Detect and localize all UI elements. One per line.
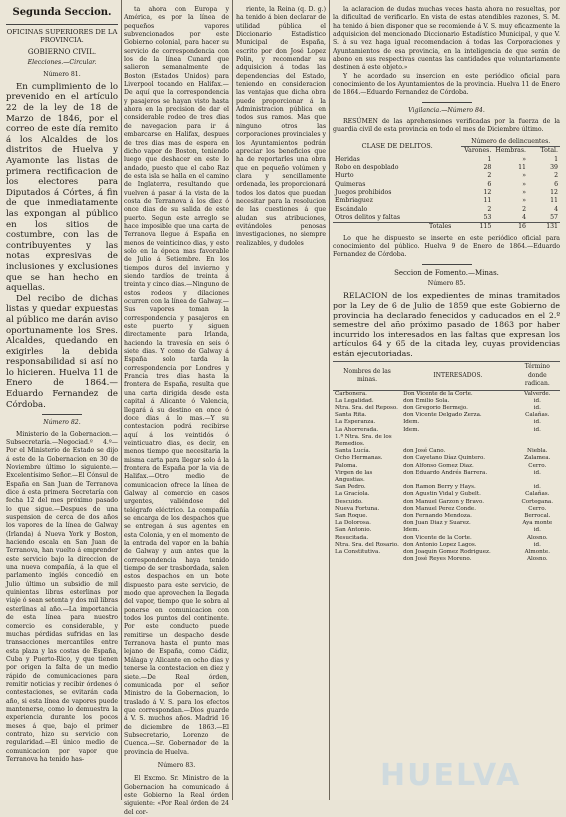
table-row xyxy=(333,391,560,398)
header-number: Número de delincuentes. xyxy=(461,138,560,147)
column-separator xyxy=(121,0,122,800)
table-row xyxy=(333,427,560,434)
table-header xyxy=(333,138,560,147)
paragraph: Ministerio de la Gobernacion.—Subsecretaría.—Negociad.º 4.º—Por el Ministerio de Estado se dijo á este de la Gobernacion en 30 de Noviembre último lo siguiente.—Excelentísimo Señor.—El Cónsul de España en San Juan de Terranova dice á esta primera Secretaría con fecha 12 del mes próximo pasado lo que sigue.—Despues de una suspension de cerca de dos años los vapores de la línea de Galway (Irlanda) á Nueva York y Boston, haciendo escala en San Juan de Terranova, han vuelto á emprender este servicio bajo la direccion de una nueva compañía, á la que el parlamento inglés concedió en Julio último un subsidio de mil quinientas libras esterlinas por viaje ó sean setenta y dos mil libras esterlinas al año.—La importancia de esta línea para nuestro comercio es considerable, y muchas pérdidas sufridas en las transacciones mercantiles entre esta plaza y las costas de España, Cuba y Puerto-Rico, y que tienen por origen la falta de un medio rápido de comunicaciones para remitir noticias y recibir órdenes ó contestaciones, se evitarán cada año, si esta línea de vapores puede mantenerse, como lo demuestra la experiencia durante los pocos meses á que, bajo el primer contrato, hizo su servicio con regularidad.—El único medio de comunicacion por vapor que Terranova ha tenido has- xyxy=(6,430,118,763)
table-cell-mina: San Antonio. xyxy=(335,527,372,534)
table-cell-int: don Juan Diaz y Suarez. xyxy=(403,520,471,527)
table-cell-term: Valverde. xyxy=(524,390,551,397)
table-cell-mina: La Constitutiva. xyxy=(335,548,381,555)
column-2 xyxy=(124,6,229,817)
table-cell-term: id. xyxy=(533,419,541,426)
table-cell-term xyxy=(515,434,560,448)
number-82: Número 82. xyxy=(43,419,81,427)
table-cell-int: Idem. xyxy=(403,426,420,433)
table-row xyxy=(333,556,560,563)
column-separator xyxy=(232,0,233,800)
table-row: Hurto 2 » 2 xyxy=(335,172,558,180)
table-cell-mina: 1.ª Ntra. Sra. de los Remedios. xyxy=(335,433,392,447)
table-row xyxy=(333,434,560,448)
table-cell-int xyxy=(401,434,515,448)
paragraph: Lo que he dispuesto se inserte en este periódico oficial para conocimiento del público. Huelva 9 de Enero de 1864.—Eduardo Fernandez de Córdoba. xyxy=(333,234,560,259)
table-cell-term: Aya monte xyxy=(522,520,553,527)
table-cell-mina: Carbonera. xyxy=(335,390,367,397)
table-row xyxy=(333,513,560,520)
table-cell-mina: Resucitada. xyxy=(335,534,369,541)
table-cell-int: don Agustin Vidal y Gubelt. xyxy=(403,491,481,498)
header-hembras: Hembras. xyxy=(495,147,526,155)
table-row xyxy=(333,520,560,527)
office-heading: OFICINAS SUPERIORES DE LA PROVINCIA. xyxy=(6,28,118,45)
divider xyxy=(42,414,82,415)
elections-heading: Elecciones.—Circular. xyxy=(27,59,97,67)
table-row: Quimeras 6 » 6 xyxy=(335,180,558,188)
table-cell-term: Niebla. xyxy=(527,448,548,455)
table-cell-term: Cerro. xyxy=(528,462,547,469)
table-cell-int: Idem. xyxy=(403,419,420,426)
paragraph: riente, la Reina (q. D. g.) ha tenido á bien declarar de utilidad pública el Diccionario Estadístico Municipal de España, escrito por don José Lopez Polin, y recomendar su adquisicion á todas las dependencias del Estado, teniendo en consideracion las ventajas que dicha obra puede proporcionar á la Administracion pública en todos sus ramos. Mas que ninguno otros las corporaciones provinciales y los Ayuntamientos podrán apreciar los beneficios que ha de reportarles una obra que en pequeño volúmen y clara y sencillamente ordenada, les proporcionará todos los datos que puedan necesitar para la resolucion de las cuestiones á que aludan sus atribuciones, evitándoles penosas investigaciones, no siempre realizables, y dudoles xyxy=(236,6,326,247)
table-cell-term: Calañas. xyxy=(525,491,550,498)
table-cell-mina: Santa Lucía. xyxy=(335,448,371,455)
table-header: Nombres de las minas. INTERESADOS. Término donde radican. xyxy=(333,362,560,390)
divider xyxy=(6,24,118,25)
column-separator xyxy=(329,0,330,800)
table-cell-mina: San Roque. xyxy=(335,512,368,519)
table-row: Otros delitos y faltas 53 4 57 xyxy=(335,213,558,221)
crime-stats-table xyxy=(333,138,560,232)
section-title: Segunda Seccion. xyxy=(12,7,112,18)
table-cell-int: don Emilio Sola. xyxy=(403,397,450,404)
number-83: Número 83. xyxy=(157,761,196,769)
paragraph: ta ahora con Europa y América, es por la línea de pequeños vapores subvencionados por este Gobierno colonial, para hacer su servicio de correspondencia con los de la línea Cunard que salieron semanalmente de Boston (Estados Unidos) para Liverpool tocando en Halifax.—De aquí que la correspondencia y pasajeros se hayan visto hasta ahora en la precision de dar el considerable rodeo de tres dias de navegacion para ir á embarcarse en Halifax, despues de tres dias mas de espera en dicho vapor de Boston, teniendo luego que deshacer en este lo andado, puesto que el cabo Raz de esta isla se halla en el camino de Inglaterra, resultando que vuelven á pasar á la vista de la costa de Terranova á los diez ó once dias de su salida de este puerto. Segun este arreglo se hace imposible que una carta de Terranova llegue á España en menos de veinticinco dias, y esto solo en la época mas favorable de Julio á Setiembre. En los tiempos duros del invierno y siendo tardíos de treinta á treinta y cinco dias.—Ninguno de estos rodeos y dilaciones ocurren con la línea de Galway.—Sus vapores toman la correspondencia y pasajeros en este puerto y siguen directamente para Irlanda, haciendo la travesía en seis ó siete dias. Y como de Galway á España solo tarda la correspondencia por Londres y Francia tres dias hasta la frontera de España, resulta que una carta dirigida desde esta capital á Alicante ó Valencia, llegará á su destino en once ó doce dias á lo mas.—Y su contestacion podrá recibirse aquí á los veintidós ó veinticuatro dias, es decir, en menos tiempo que necesitaria la misma carta para llegar solo á la frontera de España por la via de Halifax.—Otro medio de comunicacion ofrece la línea de Galway al comercio en casos urgentes, valiéndose del telégrafo eléctrico. La compañía se encarga de los despachos que se entregan á sus agentes en esta Colonia, y en el momento de la entrada del vapor en la bahía de Galway y aun antes que la correspondencia haya tenido tiempo de ser trasbordada, salen estos despachos en un bote dispuesto para este servicio, de modo que aprovechen la llegada del vapor, tiempo que le sobra al ponerse en comunicacion con todos los puntos del continente. Por este conducto puede remitirse un despacho desde Terranova hasta el punto mas lejano de España, como Cádiz, Málaga y Alicante en ocho dias y tenerse la contestacion en diez y siete.—De Real órden, comunicada por el señor Ministro de la Gobernacion, lo traslado á V. S. para los efectos que correspondan.—Dios guarde á V. S. muchos años. Madrid 16 de diciembre de 1863.—El Subsecretario, Lorenzo de Cuenca.—Sr. Gobernador de la provincia de Huelva. xyxy=(124,6,229,756)
table-row: Robo en despoblado 28 11 39 xyxy=(335,163,558,171)
table-cell-mina: Paloma. xyxy=(335,462,358,469)
watermark: HUELVA xyxy=(380,758,522,793)
table-row xyxy=(333,398,560,405)
number-85: Número 85. xyxy=(427,279,466,287)
table-cell-int: don Gregorio Bermejo. xyxy=(403,404,468,411)
table-row: Heridas 1 » 1 xyxy=(335,155,558,163)
table-cell-term: Cerro. xyxy=(528,505,547,512)
table-cell-mina: Nueva Fortuna. xyxy=(335,505,380,512)
table-cell-term: id. xyxy=(533,527,541,534)
divider xyxy=(422,264,472,265)
table-cell-int: don Fernando Mendoza. xyxy=(403,512,472,519)
table-cell-mina: La Ahorrerada. xyxy=(335,426,379,433)
table-cell-term: Cortegana. xyxy=(521,498,554,505)
table-cell-int: Idem. xyxy=(403,527,420,534)
table-cell-term: Alosno. xyxy=(526,534,548,541)
table-cell-term: id. xyxy=(533,397,541,404)
relation-title: RELACION de los expedientes de minas tramitados por la Ley de 6 de Julio de 1859 que este Gobierno de provincia ha declarado fenecidos y caducados en el 2.º semestre del año próximo pasado de 1863 por haber incurrido los interesados en las faltas que expresan los artículos 64 y 65 de la citada ley, cuyas providencias están ejecutoriadas. xyxy=(333,291,560,358)
paragraph: Y he acordado su insercion en este periódico oficial para conocimiento de los Ayuntamientos de la provincia. Huelva 11 de Enero de 1864.—Eduardo Fernandez de Córdoba. xyxy=(333,72,560,97)
table-row xyxy=(333,470,560,484)
divider xyxy=(422,102,472,103)
table-cell-mina: San Pedro. xyxy=(335,484,366,491)
table-cell-mina: Ntra. Sra. del Reposo. xyxy=(335,404,398,411)
mines-table-body xyxy=(333,391,560,564)
vigilance-heading: Vigilancia.—Número 84. xyxy=(408,106,485,114)
header-varones: Varones. xyxy=(464,147,492,155)
table-row xyxy=(333,412,560,419)
paragraph: la aclaracion de dudas muchas veces hasta ahora no resueltas, por la dificultad de verificarlo. En vista de estas atendibles razones, S. M. ha tenido á bien disponer que se recomiende á V. S. muy eficazmente la adquisicion del mencionado Diccionario Estadístico Municipal, y que V. S. á su vez haga igual recomendacion á todas las Corporaciones y Ayuntamientos de esa provincia, en la inteligencia de que serán de abono en sus respectivas cuentas las cantidades que voluntariamente destinen á este objeto.» xyxy=(333,6,560,72)
table-cell-int: don Manuel Perez Conde. xyxy=(403,505,477,512)
table-cell-int: Don Vicente de la Corte. xyxy=(403,390,473,397)
table-cell-int: don Eduardo Andrés Barrera. xyxy=(403,469,488,476)
table-cell-int: don Alfonso Gomez Diaz. xyxy=(403,462,474,469)
table-cell-term: Alosno. xyxy=(526,556,548,563)
summary-title: RESÚMEN de las aprehensiones verificadas por la fuerza de la guardia civil de esta provincia en todo el mes de Diciembre último. xyxy=(333,118,560,134)
table-cell-term: id. xyxy=(533,469,541,476)
table-cell-mina: Ntra. Sra. del Rosario. xyxy=(335,541,399,548)
table-cell-int: don Manuel Garzon y Bravo. xyxy=(403,498,485,505)
table-cell-term: id. xyxy=(533,426,541,433)
table-cell-mina: Ocho Hermanas. xyxy=(335,455,383,462)
table-row xyxy=(333,535,560,542)
column-1 xyxy=(6,6,118,764)
table-cell-mina: La Esperanza. xyxy=(335,419,376,426)
table-cell-int: don Joaquin Gomez Rodriguez. xyxy=(403,548,491,555)
header-clase: CLASE DE DELITOS. xyxy=(361,142,433,151)
table-cell-term: Calañas. xyxy=(525,412,550,419)
table-cell-mina: La Dolorosa. xyxy=(335,520,371,527)
header-total: Total. xyxy=(540,147,558,155)
table-row xyxy=(333,491,560,498)
table-cell-term: id. xyxy=(533,541,541,548)
table-cell-mina xyxy=(333,556,401,563)
table-cell-int: don Cayetano Díaz Quintero. xyxy=(403,455,486,462)
column-4 xyxy=(333,6,560,563)
table-cell-mina: La Legalidad. xyxy=(335,397,374,404)
table-cell-int: don Antonio Lopez Lagos. xyxy=(403,541,477,548)
table-row: Embriaguez 11 » 11 xyxy=(335,197,558,205)
table-cell-term: id. xyxy=(533,484,541,491)
table-cell-mina: La Gracíola. xyxy=(335,491,370,498)
table-cell-int: don José Reyes Moreno. xyxy=(403,556,472,563)
mines-table xyxy=(333,361,560,390)
table-cell-mina: Santa Rita. xyxy=(335,412,367,419)
table-cell-mina: Descuido. xyxy=(335,498,363,505)
table-row xyxy=(333,542,560,549)
table-row xyxy=(333,527,560,534)
table-cell-term: id. xyxy=(533,404,541,411)
table-row xyxy=(333,463,560,470)
table-cell-int: don Vicente Delgado Zerza. xyxy=(403,412,482,419)
number-81: Número 81. xyxy=(43,70,81,78)
fomento-heading: Seccion de Fomento.—Minas. xyxy=(394,268,499,277)
table-cell-int: don Ramon Berry y Hays. xyxy=(403,484,476,491)
table-cell-term: Zalamea. xyxy=(524,455,551,462)
table-cell-int: don Vicente de la Corte. xyxy=(403,534,472,541)
table-cell-term: Almonte. xyxy=(524,548,551,555)
paragraph: Del recibo de dichas listas y quedar expuestas al público me darán aviso oportunamente los Sres. Alcaldes, quedando en exigirles la debida responsabilidad si así no lo hicieren. Huelva 11 de Enero de 1864.—Eduardo Fernandez de Córdoba. xyxy=(6,293,118,410)
table-cell-term: Berrocal. xyxy=(524,512,551,519)
table-row: Juegos prohibidos 12 » 12 xyxy=(335,188,558,196)
table-cell-int: don José Cano. xyxy=(403,448,446,455)
paragraph: En cumplimiento de lo prevenido en el artículo 22 de la ley de 18 de Marzo de 1846, por el correo de este día remito á los Alcaldes de los distritos de Huelva y Ayamonte las listas de primera rectificacion de los electores para Diputados á Córtes, á fin de que inmediatamente las expongan al público en los sitios de costumbre, con las de contribuyentes y las notas expresivas de inclusiones y exclusiones que se han hecho en aquellas. xyxy=(6,81,118,294)
column-3 xyxy=(236,6,326,248)
paragraph: El Excmo. Sr. Ministro de la Gobernacion ha comunicado á este Gobierno la Real órden siguiente: «Por Real órden de 24 del cor- xyxy=(124,775,229,816)
totals-row: Totales 115 16 131 xyxy=(333,223,560,232)
table-cell-mina: Virgen de las Angustias. xyxy=(335,469,373,483)
table-row xyxy=(333,499,560,506)
table-row xyxy=(333,455,560,462)
table-row xyxy=(333,506,560,513)
table-row xyxy=(333,419,560,426)
government-heading: GOBIERNO CIVIL. xyxy=(27,46,97,56)
table-row: Escándalo 2 2 4 xyxy=(335,205,558,213)
